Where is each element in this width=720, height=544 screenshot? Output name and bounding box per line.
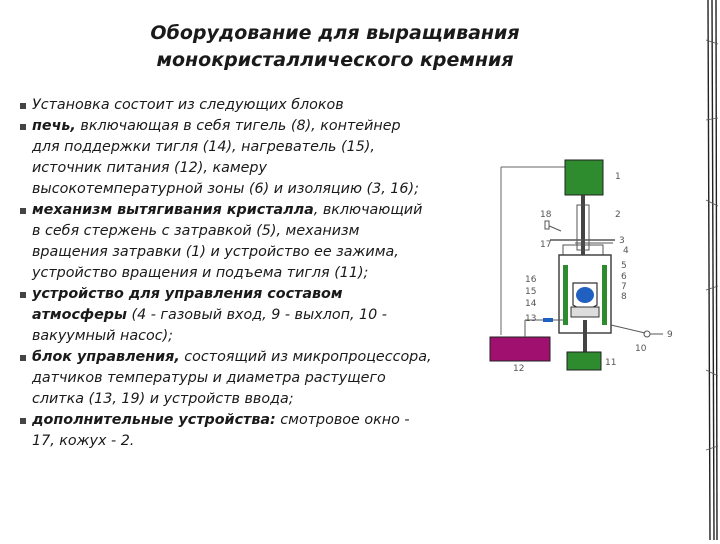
- bullet-icon: [20, 355, 26, 361]
- list-item: устройство для управления составом атмосферы (4 - газовый вход, 9 - выхлоп, 10 - вакуумный насос);: [20, 284, 482, 347]
- label-7: 7: [621, 282, 627, 292]
- heater-right: [602, 265, 607, 325]
- power-supply-block: [490, 337, 550, 361]
- label-14: 14: [525, 299, 537, 309]
- torn-edge-decoration: [686, 0, 720, 540]
- list-item: дополнительные устройства: смотровое окно - 17, кожух - 2.: [20, 410, 482, 452]
- label-2: 2: [615, 210, 621, 220]
- bullet-icon: [20, 208, 26, 214]
- bullet-icon: [20, 124, 26, 130]
- label-16: 16: [525, 275, 537, 285]
- crucible-rotation-block: [567, 352, 601, 370]
- label-8: 8: [621, 292, 627, 302]
- crystal-growth-diagram: [485, 155, 685, 380]
- label-11: 11: [605, 358, 617, 368]
- label-12: 12: [513, 364, 525, 374]
- label-6: 6: [621, 272, 627, 282]
- motor-block: [565, 160, 603, 195]
- label-1: 1: [615, 172, 621, 182]
- title-line-2: монокристаллического кремния: [156, 49, 514, 71]
- bullet-icon: [20, 292, 26, 298]
- slide-title: [100, 20, 570, 74]
- label-17: 17: [540, 240, 552, 250]
- label-5: 5: [621, 261, 627, 271]
- label-18: 18: [540, 210, 552, 220]
- bullet-icon: [20, 418, 26, 424]
- list-item: печь, включающая в себя тигель (8), контейнер для поддержки тигля (14), нагреватель (15), источник питания (12), камеру высокотемпературной зоны (6) и изоляцию (3, 16);: [20, 116, 482, 200]
- bullet-icon: [20, 103, 26, 109]
- heater-left: [563, 265, 568, 325]
- list-item: механизм вытягивания кристалла, включающий в себя стержень с затравкой (5), механизм вращения затравки (1) и устройство ее зажима, устройство вращения и подъема тигля (11);: [20, 200, 482, 284]
- list-item: блок управления, состоящий из микропроцессора, датчиков температуры и диаметра растущего слитка (13, 19) и устройств ввода;: [20, 347, 482, 410]
- bullet-list: [20, 95, 482, 452]
- list-item: Установка состоит из следующих блоков: [20, 95, 482, 116]
- title-line-1: Оборудование для выращивания: [150, 22, 520, 44]
- melt: [576, 287, 594, 303]
- label-10: 10: [635, 344, 647, 354]
- label-15: 15: [525, 287, 537, 297]
- label-3: 3: [619, 236, 625, 246]
- label-13: 13: [525, 314, 537, 324]
- label-4: 4: [623, 246, 629, 256]
- label-9: 9: [667, 330, 673, 340]
